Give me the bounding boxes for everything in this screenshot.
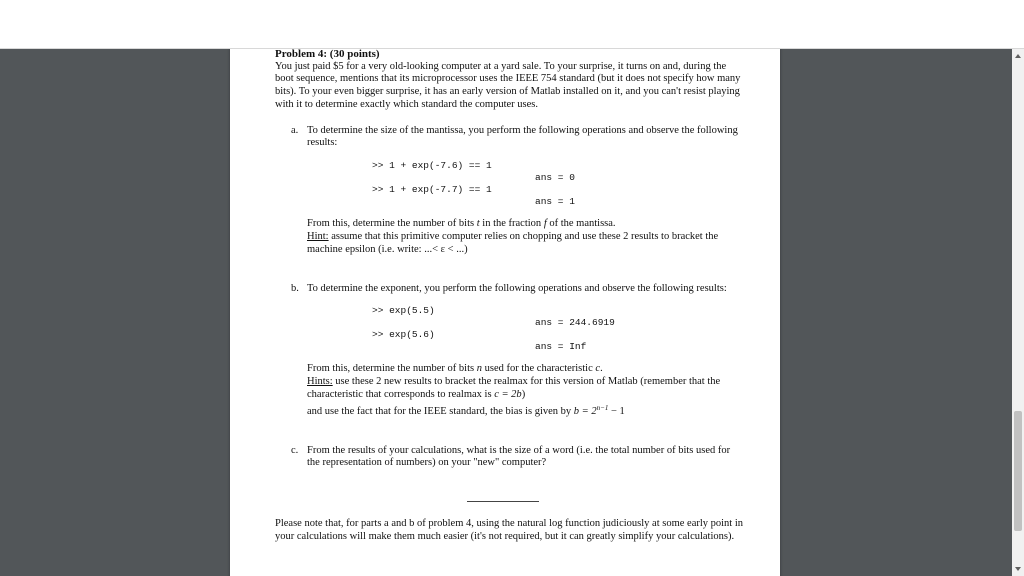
part-b-result-1: ans = 244.6919 bbox=[535, 317, 615, 329]
part-b-text: To determine the exponent, you perform the following operations and observe the following results: bbox=[307, 282, 727, 294]
part-a-question: From this, determine the number of bits t in the fraction f of the mantissa. bbox=[307, 218, 616, 230]
part-b-command-1: >> exp(5.5) bbox=[372, 305, 435, 317]
hint-label: Hint: bbox=[307, 231, 329, 243]
part-a-command-1: >> 1 + exp(-7.6) == 1 bbox=[372, 160, 492, 172]
hints-text: use these 2 new results to bracket the realmax for this version of Matlab (remember that the characteristic that corresponds to realmax is bbox=[307, 376, 721, 401]
problem-title: Problem 4: (30 points) bbox=[275, 49, 380, 60]
part-a-command-2: >> 1 + exp(-7.7) == 1 bbox=[372, 184, 492, 196]
part-a-result-1: ans = 0 bbox=[535, 172, 575, 184]
part-b-hints: Hints: use these 2 new results to bracket the realmax for this version of Matlab (remember that the characteristic that corresponds to realmax is c = 2b) bbox=[307, 376, 721, 401]
part-a-code bbox=[307, 158, 745, 210]
scroll-up-icon[interactable] bbox=[1015, 54, 1021, 58]
hints-label: Hints: bbox=[307, 376, 333, 388]
part-a bbox=[291, 124, 745, 257]
vertical-scrollbar[interactable] bbox=[1012, 49, 1024, 576]
document-viewer[interactable] bbox=[0, 49, 1012, 576]
part-b bbox=[291, 282, 745, 419]
hints-equation: c = 2b bbox=[494, 389, 522, 401]
part-b-bias: and use the fact that for the IEEE standard, the bias is given by $b = 2^{n-1} - 1$ bbox=[307, 403, 625, 417]
problem-intro: You just paid $5 for a very old-looking computer at a yard sale. To your surprise, it turns on and, during the boot sequence, mentions that its microprocessor uses the IEEE 754 standard (but it does not specify how many bits). To your even bigger surprise, it has an early version of Matlab installed on it, and you can't resist playing with it to determine exactly which standard the computer uses. bbox=[275, 60, 741, 110]
scroll-down-icon[interactable] bbox=[1015, 567, 1021, 571]
part-b-letter: b. bbox=[291, 282, 299, 294]
part-b-question: From this, determine the number of bits n used for the characteristic c. bbox=[307, 363, 603, 375]
closing-note: Please note that, for parts a and b of problem 4, using the natural log function judiciously at some early point in your calculations will make them much easier (it's not required, but it can greatly simplify your calculations). bbox=[275, 518, 744, 543]
part-a-text: To determine the size of the mantissa, you perform the following operations and observe the following results: bbox=[307, 124, 738, 149]
part-b-command-2: >> exp(5.6) bbox=[372, 329, 435, 341]
scrollbar-thumb[interactable] bbox=[1014, 411, 1022, 531]
bias-equation: b = 2 bbox=[573, 405, 597, 417]
document-page bbox=[230, 49, 780, 576]
page-content bbox=[275, 49, 745, 544]
part-c-letter: c. bbox=[291, 444, 299, 456]
part-a-hint bbox=[307, 231, 745, 257]
part-a-letter: a. bbox=[291, 124, 299, 136]
hint-text: assume that this primitive computer relies on chopping and use these 2 results to bracket the machine epsilon (i.e. write: ...< ε < ...) bbox=[307, 231, 719, 255]
part-b-code bbox=[307, 303, 745, 355]
separator-line bbox=[467, 501, 539, 502]
bias-exponent: n−1 bbox=[596, 403, 609, 412]
part-a-result-2: ans = 1 bbox=[535, 196, 575, 208]
part-b-result-2: ans = Inf bbox=[535, 341, 587, 353]
part-c bbox=[291, 444, 745, 471]
top-toolbar bbox=[0, 0, 1024, 49]
part-c-text: From the results of your calculations, what is the size of a word (i.e. the total number of bits used for the representation of numbers) on your "new" computer? bbox=[307, 444, 731, 469]
